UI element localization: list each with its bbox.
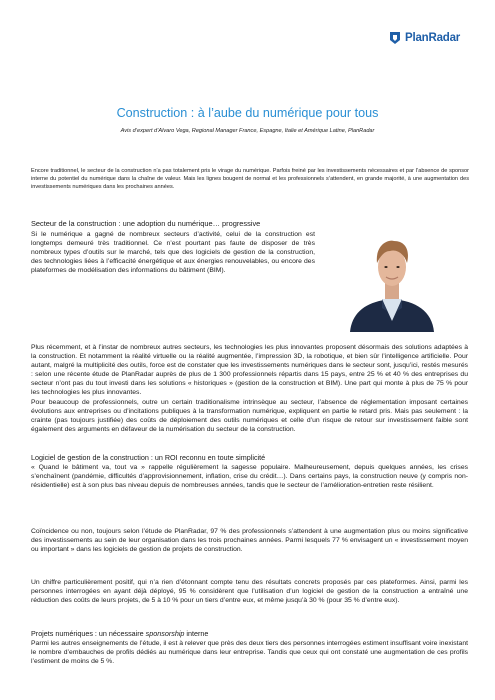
section-adoption-body: Si le numérique a gagné de nombreux secteurs d’activité, celui de la construction est longtemps demeuré très traditionnel. Ce n’est pourtant pas faute de disposer de très nombreux types d’outils sur le marché, tels que des logiciels de gestion de la construction, des technologies liées à l’efficacité énergétique et aux énergies renouvelables, ou encore des plateformes de modélisation des informations du bâtiment (BIM).: [31, 231, 315, 275]
article-title: Construction : à l’aube du numérique pour tous: [116, 106, 379, 120]
section-sponsorship-body: Parmi les autres enseignements de l’étude, il est à relever que près des deux tiers des personnes interrogées estiment insuffisant voire inexistant le nombre d’embauches de profils dédiés au numérique dans leur entreprise. Tandis que ceux qui ont constaté une augmentation de ces profils l’estiment de moins de 5 %.: [31, 640, 468, 666]
portrait-photo: [320, 229, 465, 332]
section-heading-roi: Logiciel de gestion de la construction : un ROI reconnu en toute simplicité: [31, 453, 266, 462]
heading-end-part: interne: [184, 629, 209, 638]
section-roi-body: « Quand le bâtiment va, tout va » rappelle régulièrement la sagesse populaire. Malheureusement, depuis quelques années, les crises s’enchaînent (pandémie, difficultés d’approvisionnement, inflation, crise du crédit…). Dans certains pays, la construction neuve (y compris non-résidentielle) est à son plus bas niveau depuis de nombreuses années, tandis que le secteur de l’amélioration-entretien reste résilient.: [31, 464, 468, 490]
byline: Avis d’expert d’Alvaro Vega, Regional Manager France, Espagne, Italie et Amérique Latine, PlanRadar: [120, 128, 375, 134]
planradar-logo: [388, 31, 460, 45]
section-heading-adoption: Secteur de la construction : une adoption du numérique… progressive: [31, 219, 261, 228]
logo-text: PlanRadar: [405, 32, 461, 44]
planradar-logo-icon: [388, 31, 402, 45]
heading-part: Projets numériques : un nécessaire: [31, 629, 146, 638]
paragraph-cost-reduction: Un chiffre particulièrement positif, qui n’a rien d’étonnant compte tenu des résultats concrets proposés par ces plateformes. Ainsi, parmi les personnes interrogées en ayant déjà déployé, 95 % considèrent que l’utilisation d’un logiciel de gestion de la construction a entraîné une réduction des coûts de leurs projets, de 5 à 10 % pour un tiers d’entre eux, et même jusqu’à 30 % (pour 35 % d’entre eux).: [31, 579, 468, 605]
section-heading-sponsorship: [31, 629, 468, 638]
heading-italic-part: sponsorship: [145, 629, 185, 638]
intro-paragraph: Encore traditionnel, le secteur de la construction n’a pas totalement pris le virage du numérique. Parfois freiné par les investissements nécessaires et par l’absence de sponsor interne du potentiel du numérique dans la chaîne de valeur. Mais les lignes bougent de normal et les professionnels s’attendent, en grande majorité, à une augmentation des investissements numériques dans les prochaines années.: [31, 168, 469, 191]
paragraph-investment-expectations: Coïncidence ou non, toujours selon l’étude de PlanRadar, 97 % des professionnels s’attendent à une augmentation plus ou moins significative des investissements au sein de leur organisation dans les trois prochaines années. Parmi lesquels 77 % envisagent un « investissement moyen ou important » dans les logiciels de gestion de projets de construction.: [31, 528, 468, 554]
paragraph-barriers: Pour beaucoup de professionnels, outre un certain traditionalisme intrinsèque au secteur, l’absence de réglementation imposant certaines évolutions aux entreprises ou d’incitations publiques à la transformation numérique, expliquent en partie le retard pris. Mais pas seulement : la crainte (pas toujours justifiée) des coûts de déploiement des outils numériques et celle d’un risque de retour sur investissement faible sont également des arguments en défaveur de la numérisation du secteur de la construction.: [31, 399, 468, 434]
paragraph-recent-technologies: Plus récemment, et à l’instar de nombreux autres secteurs, les technologies les plus innovantes proposent désormais des solutions adaptées à la construction. Et notamment la réalité virtuelle ou la réalité augmentée, l’impression 3D, la robotique, et bien sûr l’intelligence artificielle. Pour autant, malgré la multiplicité des outils, force est de constater que les investissements numériques dans le secteur sont, jusqu’ici, restés mesurés : selon une récente étude de PlanRadar auprès de plus de 1 300 professionnels répartis dans 15 pays, entre 25 % et 40 % des entreprises du secteur n’ont pas du tout investi dans les solutions « historiques » (gestion de la construction et BIM). Une part qui monte à plus de 75 % pour les technologies les plus innovantes.: [31, 344, 468, 397]
